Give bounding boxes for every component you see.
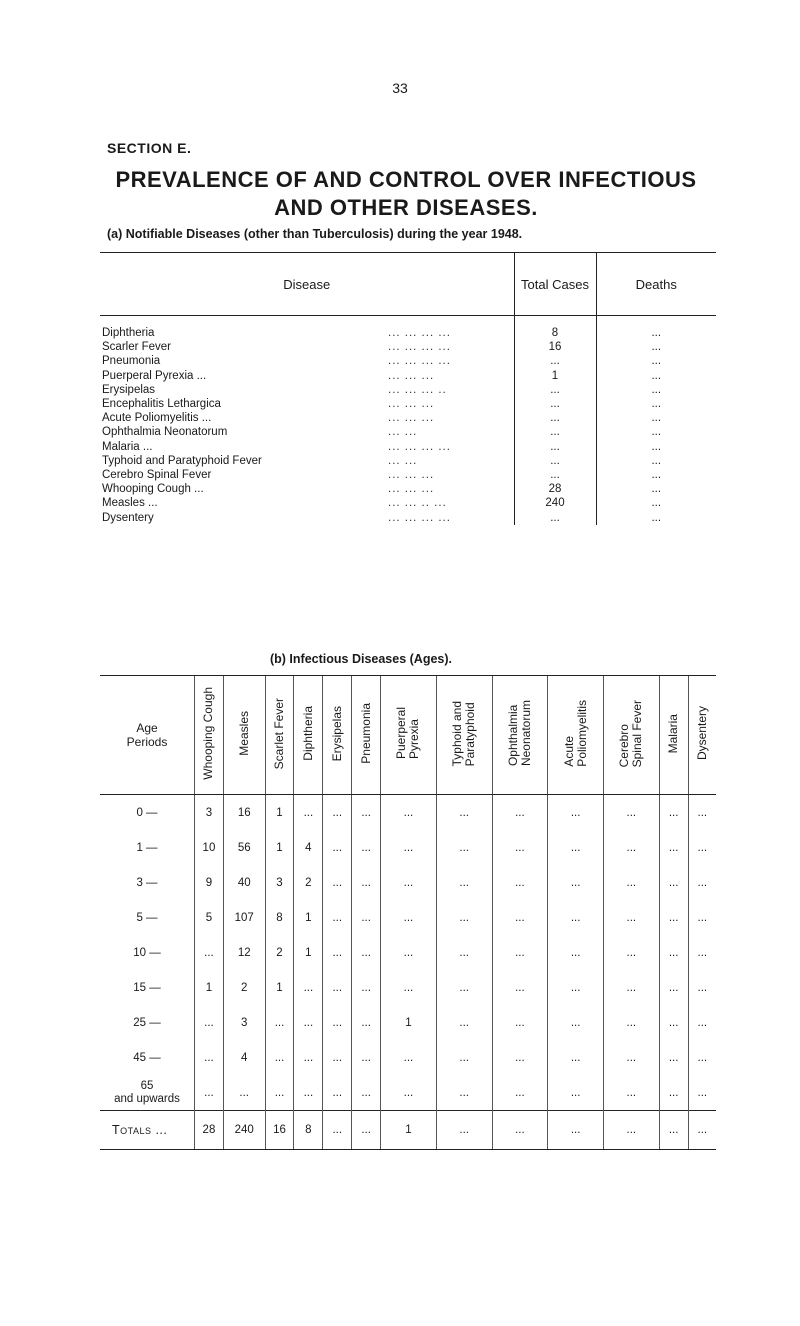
- value-cell: ...: [381, 1075, 437, 1111]
- value-cell: 1: [195, 970, 224, 1005]
- leader-dots: ... ... ... ...: [388, 511, 451, 524]
- value-cell: 12: [223, 935, 265, 970]
- value-cell: ...: [352, 970, 381, 1005]
- table-row: [100, 935, 716, 970]
- totals-row: [100, 1111, 716, 1150]
- value-cell: ...: [492, 795, 548, 831]
- age-cell: 1 —: [136, 841, 158, 854]
- value-cell: ...: [436, 1075, 492, 1111]
- total-cases-cell: 28: [514, 482, 596, 496]
- deaths-cell: ...: [651, 369, 662, 382]
- disease-name: Malaria ...: [102, 440, 153, 453]
- value-cell: ...: [352, 900, 381, 935]
- value-cell: ...: [323, 1040, 352, 1075]
- total-value-cell: ...: [323, 1111, 352, 1150]
- disease-name: Whooping Cough ...: [102, 483, 204, 496]
- age-cell: 3 —: [136, 876, 158, 889]
- value-cell: ...: [323, 1005, 352, 1040]
- deaths-cell: ...: [651, 468, 662, 481]
- column-header-measles: [223, 676, 265, 795]
- leader-dots: ... ... ...: [388, 468, 435, 481]
- value-cell: ...: [548, 900, 604, 935]
- value-cell: ...: [381, 900, 437, 935]
- value-cell: ...: [688, 900, 716, 935]
- total-value-cell: 28: [195, 1111, 224, 1150]
- total-value-cell: 240: [223, 1111, 265, 1150]
- value-cell: ...: [195, 935, 224, 970]
- value-cell: ...: [603, 970, 659, 1005]
- value-cell: ...: [688, 1005, 716, 1040]
- deaths-cell: ...: [651, 383, 662, 396]
- value-cell: ...: [294, 1075, 323, 1111]
- value-cell: 4: [223, 1040, 265, 1075]
- total-value-cell: 16: [265, 1111, 294, 1150]
- leader-dots: ... ... ...: [388, 369, 435, 382]
- value-cell: 2: [223, 970, 265, 1005]
- total-cases-header: Total Cases: [514, 253, 596, 316]
- value-cell: ...: [548, 1075, 604, 1111]
- leader-dots: ... ... ... ...: [388, 341, 451, 354]
- total-cases-cell: 240: [514, 496, 596, 510]
- value-cell: 10: [195, 830, 224, 865]
- total-cases-cell: ...: [514, 440, 596, 454]
- value-cell: ...: [659, 1005, 688, 1040]
- infectious-diseases-ages-table: [100, 675, 716, 1150]
- column-header-dysentery: [688, 676, 716, 795]
- age-cell: 5 —: [136, 911, 158, 924]
- disease-cell: [100, 496, 514, 510]
- total-value-cell: ...: [603, 1111, 659, 1150]
- value-cell: ...: [323, 865, 352, 900]
- deaths-header: Deaths: [596, 253, 716, 316]
- value-cell: ...: [492, 1075, 548, 1111]
- age-cell: 0 —: [136, 806, 158, 819]
- value-cell: ...: [294, 1005, 323, 1040]
- total-cases-cell: ...: [514, 454, 596, 468]
- deaths-cell: ...: [651, 398, 662, 411]
- value-cell: ...: [548, 830, 604, 865]
- page-number: 33: [392, 80, 408, 96]
- value-cell: ...: [323, 935, 352, 970]
- table-a-header-row: [100, 253, 716, 316]
- value-cell: ...: [352, 830, 381, 865]
- value-cell: ...: [603, 1005, 659, 1040]
- disease-cell: [100, 510, 514, 524]
- page-title: PREVALENCE OF AND CONTROL OVER INFECTIOUS AND OTHER DISEASES.: [115, 167, 697, 220]
- total-cases-cell: ...: [514, 468, 596, 482]
- deaths-cell: ...: [651, 483, 662, 496]
- table-row: [100, 354, 716, 368]
- disease-cell: [100, 397, 514, 411]
- total-value-cell: 1: [381, 1111, 437, 1150]
- deaths-cell: ...: [651, 341, 662, 354]
- value-cell: 3: [223, 1005, 265, 1040]
- value-cell: ...: [548, 795, 604, 831]
- totals-label: Totals ...: [100, 1111, 195, 1150]
- value-cell: ...: [265, 1040, 294, 1075]
- table-row: [100, 496, 716, 510]
- disease-name: Dysentery: [102, 511, 154, 524]
- value-cell: 56: [223, 830, 265, 865]
- value-cell: ...: [603, 865, 659, 900]
- value-cell: ...: [294, 970, 323, 1005]
- value-cell: ...: [436, 1040, 492, 1075]
- value-cell: ...: [659, 830, 688, 865]
- value-cell: 1: [294, 900, 323, 935]
- value-cell: ...: [381, 970, 437, 1005]
- disease-name: Erysipelas: [102, 383, 156, 396]
- value-cell: 2: [265, 935, 294, 970]
- value-cell: ...: [195, 1075, 224, 1111]
- notifiable-diseases-table: [100, 252, 716, 525]
- column-header-label: Cerebro Spinal Fever: [617, 699, 645, 768]
- value-cell: ...: [265, 1075, 294, 1111]
- value-cell: ...: [223, 1075, 265, 1111]
- value-cell: ...: [659, 1040, 688, 1075]
- value-cell: ...: [492, 865, 548, 900]
- value-cell: ...: [436, 900, 492, 935]
- value-cell: 3: [265, 865, 294, 900]
- leader-dots: ... ...: [388, 426, 418, 439]
- table-row: [100, 425, 716, 439]
- value-cell: ...: [603, 795, 659, 831]
- leader-dots: ... ...: [388, 454, 418, 467]
- value-cell: ...: [352, 1075, 381, 1111]
- value-cell: 1: [265, 970, 294, 1005]
- disease-name: Ophthalmia Neonatorum: [102, 426, 228, 439]
- table-row: [100, 468, 716, 482]
- value-cell: ...: [548, 1040, 604, 1075]
- table-row: [100, 1005, 716, 1040]
- column-header-pneumonia: [352, 676, 381, 795]
- value-cell: ...: [352, 865, 381, 900]
- deaths-cell: ...: [651, 412, 662, 425]
- table-row: [100, 383, 716, 397]
- table-row: [100, 397, 716, 411]
- disease-cell: [100, 316, 514, 341]
- total-cases-cell: ...: [514, 397, 596, 411]
- disease-cell: [100, 340, 514, 354]
- leader-dots: ... ... ... ...: [388, 327, 451, 340]
- column-header-label: Dysentery: [694, 706, 709, 761]
- column-header-label: Whooping Cough: [201, 687, 216, 780]
- value-cell: ...: [688, 1040, 716, 1075]
- value-cell: 8: [265, 900, 294, 935]
- disease-header: Disease: [100, 253, 514, 316]
- total-cases-cell: ...: [514, 354, 596, 368]
- value-cell: ...: [688, 970, 716, 1005]
- column-header-label: Typhoid and Paratyphoid: [450, 700, 478, 767]
- leader-dots: ... ... ... ...: [388, 440, 451, 453]
- total-cases-cell: ...: [514, 383, 596, 397]
- column-header-ophthalmia-neonatorum: [492, 676, 548, 795]
- value-cell: 1: [265, 830, 294, 865]
- deaths-cell: ...: [651, 511, 662, 524]
- column-header-label: Puerperal Pyrexia: [394, 707, 422, 760]
- column-header-label: Pneumonia: [358, 703, 373, 764]
- total-cases-cell: ...: [514, 411, 596, 425]
- table-row: [100, 970, 716, 1005]
- disease-cell: [100, 411, 514, 425]
- value-cell: ...: [688, 830, 716, 865]
- age-cell: 65 and upwards: [114, 1079, 180, 1105]
- table-row: [100, 510, 716, 524]
- table-row: [100, 316, 716, 341]
- section-label: SECTION E.: [107, 140, 192, 156]
- leader-dots: ... ... ...: [388, 483, 435, 496]
- value-cell: ...: [323, 795, 352, 831]
- disease-name: Typhoid and Paratyphoid Fever: [102, 454, 262, 467]
- deaths-cell: ...: [651, 327, 662, 340]
- leader-dots: ... ... ...: [388, 412, 435, 425]
- value-cell: 3: [195, 795, 224, 831]
- column-header-typhoid-and-paratyphoid: [436, 676, 492, 795]
- table-a-caption: (a) Notifiable Diseases (other than Tuberculosis) during the year 1948.: [107, 227, 523, 241]
- value-cell: ...: [659, 865, 688, 900]
- disease-cell: [100, 383, 514, 397]
- age-cell: 15 —: [133, 981, 161, 994]
- value-cell: ...: [492, 935, 548, 970]
- value-cell: ...: [603, 1075, 659, 1111]
- value-cell: 16: [223, 795, 265, 831]
- column-header-label: Malaria: [666, 713, 681, 754]
- leader-dots: ... ... .. ...: [388, 497, 447, 510]
- table-row: [100, 482, 716, 496]
- value-cell: ...: [436, 865, 492, 900]
- value-cell: ...: [492, 1005, 548, 1040]
- value-cell: ...: [352, 795, 381, 831]
- total-cases-cell: 16: [514, 340, 596, 354]
- value-cell: ...: [492, 900, 548, 935]
- disease-name: Puerperal Pyrexia ...: [102, 369, 207, 382]
- value-cell: 1: [265, 795, 294, 831]
- value-cell: 2: [294, 865, 323, 900]
- total-cases-cell: ...: [514, 425, 596, 439]
- value-cell: ...: [352, 1005, 381, 1040]
- value-cell: ...: [688, 865, 716, 900]
- column-header-acute-poliomyelitis: [548, 676, 604, 795]
- value-cell: ...: [688, 935, 716, 970]
- deaths-cell: ...: [651, 454, 662, 467]
- total-cases-cell: ...: [514, 510, 596, 524]
- value-cell: 1: [381, 1005, 437, 1040]
- value-cell: ...: [436, 1005, 492, 1040]
- column-header-puerperal-pyrexia: [381, 676, 437, 795]
- total-cases-cell: 8: [514, 316, 596, 341]
- total-value-cell: ...: [352, 1111, 381, 1150]
- deaths-cell: ...: [651, 355, 662, 368]
- total-value-cell: ...: [688, 1111, 716, 1150]
- table-row: [100, 1040, 716, 1075]
- disease-name: Measles ...: [102, 497, 158, 510]
- value-cell: ...: [548, 1005, 604, 1040]
- value-cell: ...: [323, 1075, 352, 1111]
- value-cell: ...: [548, 935, 604, 970]
- leader-dots: ... ... ... ..: [388, 383, 447, 396]
- total-value-cell: ...: [492, 1111, 548, 1150]
- value-cell: ...: [195, 1040, 224, 1075]
- column-header-whooping-cough: [195, 676, 224, 795]
- value-cell: ...: [381, 1040, 437, 1075]
- table-row: [100, 795, 716, 831]
- value-cell: ...: [381, 935, 437, 970]
- total-value-cell: ...: [659, 1111, 688, 1150]
- value-cell: ...: [548, 970, 604, 1005]
- total-value-cell: ...: [548, 1111, 604, 1150]
- value-cell: ...: [294, 795, 323, 831]
- value-cell: ...: [436, 970, 492, 1005]
- value-cell: ...: [381, 865, 437, 900]
- disease-name: Cerebro Spinal Fever: [102, 468, 212, 481]
- table-row: [100, 830, 716, 865]
- value-cell: ...: [603, 935, 659, 970]
- column-header-erysipelas: [323, 676, 352, 795]
- disease-name: Scarler Fever: [102, 341, 172, 354]
- disease-cell: [100, 369, 514, 383]
- column-header-diphtheria: [294, 676, 323, 795]
- column-header-label: Scarlet Fever: [271, 697, 286, 770]
- age-cell: 25 —: [133, 1016, 161, 1029]
- column-header-label: Measles: [236, 711, 251, 756]
- disease-name: Acute Poliomyelitis ...: [102, 412, 212, 425]
- deaths-cell: ...: [651, 497, 662, 510]
- table-row: [100, 454, 716, 468]
- value-cell: ...: [352, 935, 381, 970]
- value-cell: ...: [659, 795, 688, 831]
- leader-dots: ... ... ...: [388, 398, 435, 411]
- value-cell: 40: [223, 865, 265, 900]
- age-cell: 45 —: [133, 1051, 161, 1064]
- table-b-caption: (b) Infectious Diseases (Ages).: [270, 652, 452, 666]
- value-cell: ...: [381, 830, 437, 865]
- value-cell: ...: [436, 830, 492, 865]
- total-value-cell: ...: [436, 1111, 492, 1150]
- table-row: [100, 900, 716, 935]
- table-b-header-row: [100, 676, 716, 795]
- deaths-cell: ...: [651, 440, 662, 453]
- disease-cell: [100, 468, 514, 482]
- value-cell: ...: [294, 1040, 323, 1075]
- value-cell: ...: [436, 795, 492, 831]
- table-row: [100, 865, 716, 900]
- column-header-label: Ophthalmia Neonatorum: [505, 700, 533, 767]
- disease-cell: [100, 354, 514, 368]
- value-cell: ...: [323, 900, 352, 935]
- value-cell: ...: [492, 970, 548, 1005]
- column-header-label: Diphtheria: [300, 706, 315, 761]
- value-cell: ...: [688, 795, 716, 831]
- column-header-cerebro-spinal-fever: [603, 676, 659, 795]
- total-value-cell: 8: [294, 1111, 323, 1150]
- value-cell: ...: [603, 1040, 659, 1075]
- value-cell: ...: [603, 900, 659, 935]
- table-row: [100, 369, 716, 383]
- value-cell: ...: [436, 935, 492, 970]
- leader-dots: ... ... ... ...: [388, 355, 451, 368]
- value-cell: ...: [265, 1005, 294, 1040]
- disease-name: Diphtheria: [102, 327, 155, 340]
- value-cell: 4: [294, 830, 323, 865]
- value-cell: ...: [659, 970, 688, 1005]
- disease-cell: [100, 454, 514, 468]
- disease-cell: [100, 440, 514, 454]
- value-cell: ...: [659, 1075, 688, 1111]
- value-cell: ...: [323, 830, 352, 865]
- value-cell: ...: [352, 1040, 381, 1075]
- value-cell: ...: [492, 830, 548, 865]
- value-cell: 5: [195, 900, 224, 935]
- value-cell: ...: [659, 900, 688, 935]
- deaths-cell: ...: [651, 426, 662, 439]
- age-cell: 10 —: [133, 946, 161, 959]
- column-header-scarlet-fever: [265, 676, 294, 795]
- value-cell: ...: [492, 1040, 548, 1075]
- column-header-label: Erysipelas: [329, 705, 344, 762]
- disease-cell: [100, 482, 514, 496]
- value-cell: 9: [195, 865, 224, 900]
- value-cell: ...: [323, 970, 352, 1005]
- table-row: [100, 340, 716, 354]
- table-row: [100, 440, 716, 454]
- value-cell: 107: [223, 900, 265, 935]
- value-cell: ...: [195, 1005, 224, 1040]
- value-cell: 1: [294, 935, 323, 970]
- value-cell: ...: [659, 935, 688, 970]
- column-header-label: Acute Poliomyelitis: [561, 700, 589, 767]
- age-periods-header: Age Periods: [100, 676, 195, 795]
- value-cell: ...: [548, 865, 604, 900]
- disease-name: Encephalitis Lethargica: [102, 398, 221, 411]
- table-row: [100, 411, 716, 425]
- value-cell: ...: [688, 1075, 716, 1111]
- value-cell: ...: [603, 830, 659, 865]
- disease-cell: [100, 425, 514, 439]
- column-header-malaria: [659, 676, 688, 795]
- disease-name: Pneumonia: [102, 355, 161, 368]
- value-cell: ...: [381, 795, 437, 831]
- table-row: [100, 1075, 716, 1111]
- total-cases-cell: 1: [514, 369, 596, 383]
